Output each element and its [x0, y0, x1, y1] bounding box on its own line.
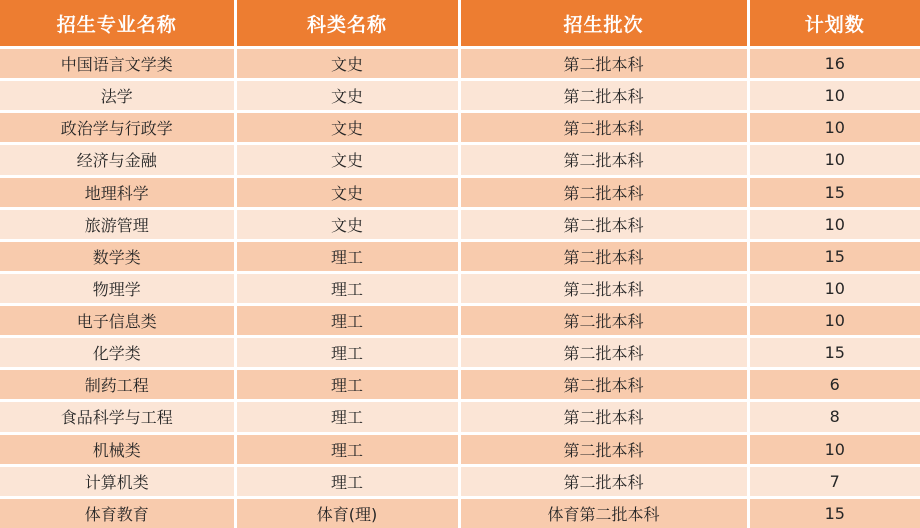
cell-category: 理工: [235, 369, 459, 401]
cell-major: 中国语言文学类: [0, 48, 235, 80]
cell-major: 法学: [0, 80, 235, 112]
table-header-row: [0, 0, 920, 48]
cell-batch: 第二批本科: [459, 465, 748, 497]
cell-major: 经济与金融: [0, 144, 235, 176]
cell-batch: 第二批本科: [459, 144, 748, 176]
cell-major: 食品科学与工程: [0, 401, 235, 433]
cell-plan-count: 6: [748, 369, 920, 401]
cell-batch: 第二批本科: [459, 240, 748, 272]
cell-category: 文史: [235, 208, 459, 240]
cell-category: 理工: [235, 337, 459, 369]
cell-category: 文史: [235, 176, 459, 208]
cell-plan-count: 15: [748, 176, 920, 208]
cell-plan-count: 8: [748, 401, 920, 433]
cell-category: 体育(理): [235, 497, 459, 528]
table-row: [0, 433, 920, 465]
cell-batch: 第二批本科: [459, 48, 748, 80]
table-body: [0, 48, 920, 528]
cell-batch: 第二批本科: [459, 401, 748, 433]
cell-category: 文史: [235, 112, 459, 144]
table-row: [0, 48, 920, 80]
cell-category: 文史: [235, 48, 459, 80]
cell-batch: 第二批本科: [459, 305, 748, 337]
cell-batch: 第二批本科: [459, 369, 748, 401]
table-row: [0, 144, 920, 176]
cell-major: 计算机类: [0, 465, 235, 497]
cell-major: 机械类: [0, 433, 235, 465]
cell-plan-count: 10: [748, 208, 920, 240]
cell-plan-count: 10: [748, 272, 920, 304]
cell-major: 地理科学: [0, 176, 235, 208]
column-header-batch: 招生批次: [459, 0, 748, 48]
cell-major: 政治学与行政学: [0, 112, 235, 144]
cell-plan-count: 10: [748, 144, 920, 176]
cell-category: 理工: [235, 272, 459, 304]
cell-category: 理工: [235, 240, 459, 272]
cell-batch: 第二批本科: [459, 112, 748, 144]
table-row: [0, 208, 920, 240]
table-row: [0, 176, 920, 208]
cell-category: 理工: [235, 401, 459, 433]
cell-major: 数学类: [0, 240, 235, 272]
cell-category: 理工: [235, 465, 459, 497]
cell-batch: 第二批本科: [459, 272, 748, 304]
cell-major: 化学类: [0, 337, 235, 369]
table-row: [0, 305, 920, 337]
cell-category: 理工: [235, 433, 459, 465]
cell-category: 文史: [235, 80, 459, 112]
table-row: [0, 80, 920, 112]
cell-plan-count: 15: [748, 240, 920, 272]
cell-batch: 第二批本科: [459, 208, 748, 240]
cell-major: 电子信息类: [0, 305, 235, 337]
table-row: [0, 465, 920, 497]
cell-plan-count: 10: [748, 112, 920, 144]
column-header-plan-count: 计划数: [748, 0, 920, 48]
table-row: [0, 401, 920, 433]
table-row: [0, 272, 920, 304]
table-row: [0, 369, 920, 401]
column-header-major: 招生专业名称: [0, 0, 235, 48]
cell-plan-count: 15: [748, 497, 920, 528]
cell-major: 物理学: [0, 272, 235, 304]
table-row: [0, 240, 920, 272]
cell-major: 制药工程: [0, 369, 235, 401]
cell-batch: 第二批本科: [459, 80, 748, 112]
cell-batch: 第二批本科: [459, 433, 748, 465]
cell-plan-count: 16: [748, 48, 920, 80]
cell-category: 理工: [235, 305, 459, 337]
cell-plan-count: 15: [748, 337, 920, 369]
cell-batch: 体育第二批本科: [459, 497, 748, 528]
cell-plan-count: 10: [748, 80, 920, 112]
cell-major: 体育教育: [0, 497, 235, 528]
cell-batch: 第二批本科: [459, 337, 748, 369]
table-row: [0, 337, 920, 369]
cell-major: 旅游管理: [0, 208, 235, 240]
cell-plan-count: 10: [748, 433, 920, 465]
cell-plan-count: 7: [748, 465, 920, 497]
table-row: [0, 497, 920, 528]
cell-batch: 第二批本科: [459, 176, 748, 208]
cell-plan-count: 10: [748, 305, 920, 337]
column-header-category: 科类名称: [235, 0, 459, 48]
table-row: [0, 112, 920, 144]
cell-category: 文史: [235, 144, 459, 176]
